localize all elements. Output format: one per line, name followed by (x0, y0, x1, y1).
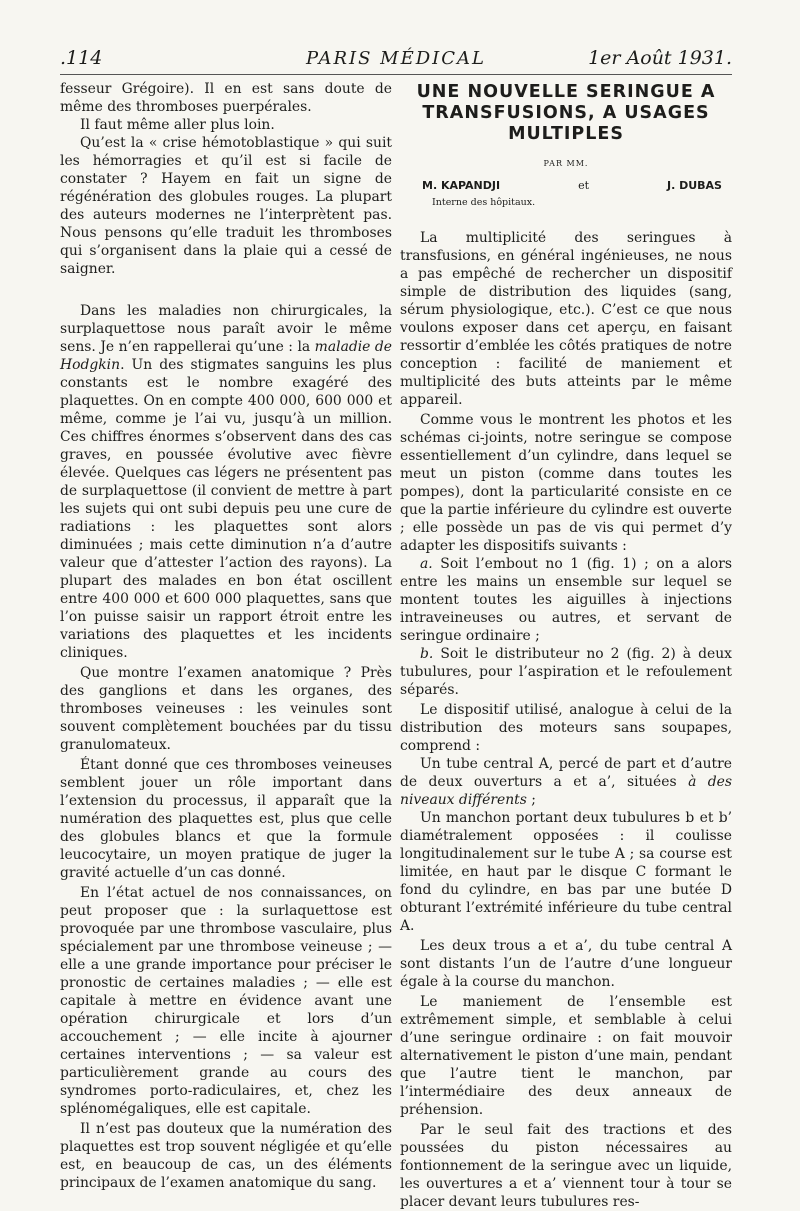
text-run: Soit le distributeur no 2 (fig. 2) à deux tubulures, pour l’aspiration et le refoulement séparés. (400, 646, 732, 698)
paragraph: fesseur Grégoire). Il en est sans doute de même des thromboses puerpérales. (60, 81, 392, 115)
paragraph (400, 755, 732, 809)
paragraph (400, 645, 732, 699)
right-column (400, 80, 732, 1211)
paragraph (400, 555, 732, 645)
paragraph: Par le seul fait des tractions et des poussées du piston nécessaires au fontionnement de la seringue avec un liquide, les ouvertures a et a’ viennent tour à tour se placer devant leurs tubulures res- (400, 1122, 732, 1210)
paragraph: Qu’est la « crise hémotoblastique » qui suit les hémorragies et qu’il est si facile de constater ? Hayem en fait un signe de régénération des globules rouges. La plupart des auteurs modernes ne l’interprètent pas. Nous pensons qu’elle traduit les thromboses qui s’organisent dans la plaie qui a cessé de saigner. (60, 135, 392, 277)
paragraph: Il n’est pas douteux que la numération des plaquettes est trop souvent négligée et qu’elle est, en beaucoup de cas, un des éléments principaux de l’examen anatomique du sang. (60, 1121, 392, 1191)
authors-line (422, 177, 722, 195)
author-conjunction: et (578, 179, 590, 192)
author-name: J. DUBAS (667, 179, 722, 192)
left-column (60, 80, 392, 1192)
paragraph (60, 302, 392, 662)
page-header (60, 46, 732, 75)
byline-prefix: PAR MM. (543, 159, 589, 168)
paragraph: Que montre l’examen anatomique ? Près des ganglions et dans les organes, des thromboses veineuses : les veinules sont souvent complètement bouchées par du tissu granulomateux. (60, 665, 392, 753)
text-run: Soit l’embout no 1 (fig. 1) ; on a alors entre les mains un ensemble sur lequel se montent toutes les aiguilles à injections intraveineuses ou autres, et servant de seringue ordinaire ; (400, 556, 732, 644)
issue-date: 1er Août 1931. (588, 47, 732, 69)
author-affiliation: Interne des hôpitaux. (432, 197, 536, 208)
page-number: .114 (60, 47, 103, 69)
paragraph: La multiplicité des seringues à transfusions, en général ingénieuses, ne nous a pas empêché de rechercher un dispositif simple de distribution des liquides (sang, sérum physiologique, etc.). C’est ce que nous voulons exposer dans cet aperçu, en faisant ressortir d’emblée les côtés pratiques de notre conception : facilité de maniement et multiplicité des buts atteints par le même appareil. (400, 230, 732, 408)
list-label: b. (420, 646, 434, 662)
paragraph: Comme vous le montrent les photos et les schémas ci-joints, notre seringue se compose essentiellement d’un cylindre, dans lequel se meut un piston (comme dans toutes les pompes), dont la particularité consiste en ce que la partie inférieure du cylindre est ouverte ; elle possède un pas de vis qui permet d’y adapter les dispositifs suivants : (400, 412, 732, 554)
article-title: UNE NOUVELLE SERINGUE A TRANSFUSIONS, A USAGES MULTIPLES (416, 82, 716, 144)
emphasis: à des niveaux différents (400, 774, 732, 808)
text-run: . Un des stigmates sanguins les plus constants est le nombre exagéré des plaquettes. On en compte 400 000, 600 000 et même, comme je l’ai vu, jusqu’à un million. Ces chiffres énormes s’observent dans des cas graves, en poussée évolutive avec fièvre élevée. Quelques cas légers ne présentent pas de surplaquettose (il convient de mettre à part les sujets qui ont subi depuis peu une cure de radiations : les plaquettes sont alors diminuées ; mais cette diminution n’a d’autre valeur que d’attester l’action des rayons). La plupart des malades en bon état oscillent entre 400 000 et 600 000 plaquettes, sans que l’on puisse saisir un rapport étroit entre les variations des plaquettes et les incidents cliniques. (60, 357, 392, 661)
text-run: Un tube central A, percé de part et d’autre de deux ouverturs a et a’, situées (400, 756, 732, 790)
paragraph: Le maniement de l’ensemble est extrêmement simple, et semblable à celui d’une seringue ordinaire : on fait mouvoir alternativement le piston d’une main, pendant que l’autre tient le manchon, par l’intermédiaire des deux anneaux de préhension. (400, 994, 732, 1118)
paragraph: Le dispositif utilisé, analogue à celui de la distribution des moteurs sans soupapes, comprend : (400, 702, 732, 754)
paragraph: Les deux trous a et a’, du tube central A sont distants l’un de l’autre d’une longueur égale à la course du manchon. (400, 938, 732, 990)
text-run: Dans les maladies non chirurgicales, la surplaquettose nous paraît avoir le même sens. Je n’en rappellerai qu’une : la (60, 303, 392, 355)
author-name: M. KAPANDJI (422, 179, 501, 192)
text-run: ; (531, 792, 536, 808)
paragraph: En l’état actuel de nos connaissances, on peut proposer que : la surlaquettose est provoquée par une thrombose vasculaire, plus spécialement par une thrombose veineuse ; — elle a une grande importance pour préciser le pronostic de certaines maladies ; — elle est capitale à mettre en évidence avant une opération chirurgicale et lors d’un accouchement ; — elle incite à ajourner certaines interventions ; — sa valeur est particulièrement grande au cours des syndromes porto-radiculaires, et, chez les splénomégaliques, elle est capitale. (60, 885, 392, 1117)
list-label: a. (420, 556, 433, 572)
emphasis: maladie de Hodgkin (60, 339, 392, 373)
paragraph: Un manchon portant deux tubulures b et b’ diamétralement opposées : il coulisse longitudinalement sur le tube A ; sa course est limitée, en haut par le disque C formant le fond du cylindre, en bas par une butée D obturant l’extrémité inférieure du tube central A. (400, 810, 732, 934)
paragraph: Étant donné que ces thromboses veineuses semblent jouer un rôle important dans l’extension du processus, il apparaît que la numération des plaquettes est, plus que celle des globules blancs et que la formule leucocytaire, un moyen pratique de juger la gravité actuelle d’un cas donné. (60, 757, 392, 881)
article-body (400, 229, 732, 1211)
paragraph: Il faut même aller plus loin. (80, 117, 275, 133)
journal-title: PARIS MÉDICAL (305, 48, 486, 69)
